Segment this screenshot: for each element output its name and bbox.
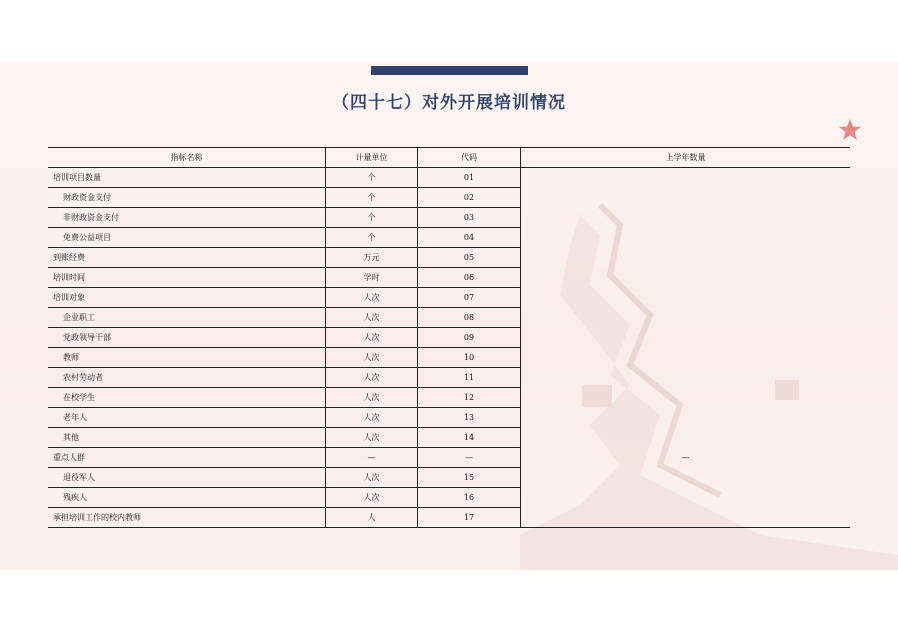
unit-cell: 万元: [326, 248, 418, 268]
value-cell: [521, 388, 851, 408]
page-title: （四十七）对外开展培训情况: [332, 93, 566, 113]
unit-cell: 人: [326, 508, 418, 528]
code-cell: 01: [418, 168, 521, 188]
indicator-name-cell: 在校学生: [48, 388, 326, 408]
table-row: [48, 508, 850, 528]
value-cell: —: [521, 448, 851, 468]
code-cell: 12: [418, 388, 521, 408]
value-cell: [521, 228, 851, 248]
value-cell: [521, 368, 851, 388]
code-cell: 07: [418, 288, 521, 308]
code-cell: 15: [418, 468, 521, 488]
indicator-name-cell: 到账经费: [48, 248, 326, 268]
indicator-name-cell: 培训对象: [48, 288, 326, 308]
code-cell: 06: [418, 268, 521, 288]
table-row: [48, 268, 850, 288]
value-cell: [521, 208, 851, 228]
header-indicator-name: 指标名称: [48, 148, 326, 168]
table-row: [48, 248, 850, 268]
value-cell: [521, 468, 851, 488]
value-cell: [521, 308, 851, 328]
indicator-name-cell: 党政领导干部: [48, 328, 326, 348]
table-row: [48, 188, 850, 208]
code-cell: 05: [418, 248, 521, 268]
code-cell: 08: [418, 308, 521, 328]
table-row: [48, 388, 850, 408]
training-table: [48, 147, 850, 528]
unit-cell: 人次: [326, 388, 418, 408]
indicator-name-cell: 教师: [48, 348, 326, 368]
indicator-name-cell: 免费公益项目: [48, 228, 326, 248]
indicator-name-cell: 退役军人: [48, 468, 326, 488]
code-cell: 10: [418, 348, 521, 368]
value-cell: [521, 328, 851, 348]
header-unit: 计量单位: [326, 148, 418, 168]
unit-cell: 个: [326, 228, 418, 248]
unit-cell: 人次: [326, 308, 418, 328]
table-row: [48, 468, 850, 488]
unit-cell: —: [326, 448, 418, 468]
table-row: [48, 368, 850, 388]
unit-cell: 人次: [326, 468, 418, 488]
indicator-name-cell: 残疾人: [48, 488, 326, 508]
header-code: 代码: [418, 148, 521, 168]
unit-cell: 人次: [326, 328, 418, 348]
table-row: [48, 288, 850, 308]
unit-cell: 人次: [326, 288, 418, 308]
table-row: [48, 208, 850, 228]
unit-cell: 个: [326, 208, 418, 228]
table-row: [48, 448, 850, 468]
star-icon: [838, 118, 862, 142]
indicator-name-cell: 农村劳动者: [48, 368, 326, 388]
table-row: [48, 408, 850, 428]
value-cell: [521, 288, 851, 308]
table-row: [48, 228, 850, 248]
header-last-year-quantity: 上学年数量: [521, 148, 851, 168]
code-cell: 04: [418, 228, 521, 248]
table-row: [48, 168, 850, 188]
unit-cell: 个: [326, 188, 418, 208]
value-cell: [521, 408, 851, 428]
indicator-name-cell: 承担培训工作的校内教师: [48, 508, 326, 528]
code-cell: 02: [418, 188, 521, 208]
value-cell: [521, 268, 851, 288]
code-cell: 13: [418, 408, 521, 428]
table-row: [48, 488, 850, 508]
code-cell: 11: [418, 368, 521, 388]
code-cell: 14: [418, 428, 521, 448]
code-cell: 17: [418, 508, 521, 528]
indicator-name-cell: 重点人群: [48, 448, 326, 468]
table-row: [48, 308, 850, 328]
code-cell: 16: [418, 488, 521, 508]
value-cell: [521, 428, 851, 448]
indicator-name-cell: 企业职工: [48, 308, 326, 328]
unit-cell: 个: [326, 168, 418, 188]
code-cell: 03: [418, 208, 521, 228]
indicator-name-cell: 财政资金支付: [48, 188, 326, 208]
unit-cell: 人次: [326, 408, 418, 428]
value-cell: [521, 508, 851, 528]
code-cell: —: [418, 448, 521, 468]
indicator-name-cell: 培训项目数量: [48, 168, 326, 188]
indicator-name-cell: 老年人: [48, 408, 326, 428]
code-cell: 09: [418, 328, 521, 348]
table-row: [48, 348, 850, 368]
table-row: [48, 328, 850, 348]
table-row: [48, 428, 850, 448]
indicator-name-cell: 其他: [48, 428, 326, 448]
unit-cell: 人次: [326, 428, 418, 448]
indicator-name-cell: 培训时间: [48, 268, 326, 288]
value-cell: [521, 348, 851, 368]
unit-cell: 人次: [326, 488, 418, 508]
unit-cell: 人次: [326, 368, 418, 388]
value-cell: [521, 248, 851, 268]
unit-cell: 学时: [326, 268, 418, 288]
table-header-row: [48, 148, 850, 168]
indicator-name-cell: 非财政资金支付: [48, 208, 326, 228]
value-cell: [521, 168, 851, 188]
value-cell: [521, 488, 851, 508]
value-cell: [521, 188, 851, 208]
title-accent-bar: [371, 66, 528, 75]
unit-cell: 人次: [326, 348, 418, 368]
